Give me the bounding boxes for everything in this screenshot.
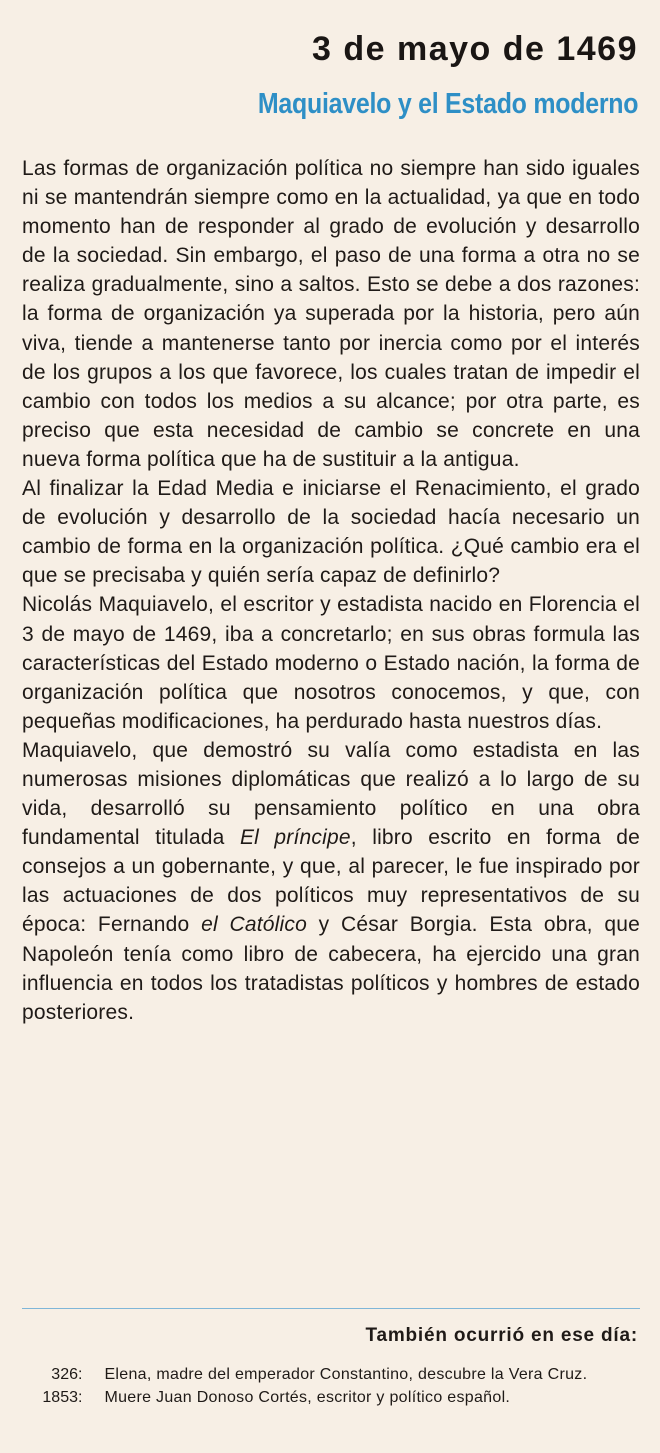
book-title-el-principe: El príncipe: [239, 826, 351, 850]
section-divider: [22, 1308, 640, 1309]
paragraph-2: Al finalizar la Edad Media e iniciarse el Renacimiento, el grado de evolución y desarrollo de la sociedad hacía necesario un cambio de forma en la organización política. ¿Qué cambio era el que se precisaba y quién sería capaz de definirlo?: [22, 477, 640, 588]
event-colon: :: [78, 1388, 83, 1406]
article-subtitle: Maquiavelo y el Estado moderno: [257, 88, 638, 120]
event-colon: :: [78, 1366, 83, 1383]
paragraph-4: [22, 736, 640, 1027]
event-year: 1853: [42, 1388, 78, 1406]
article-body: [22, 154, 640, 1027]
paragraph-1: Las formas de organización política no siempre han sido iguales ni se mantendrán siempre como en la actualidad, ya que en todo momento han de responder al grado de evolución y desarrollo de la sociedad. Sin embargo, el paso de una forma a otra no se realiza gradualmente, sino a saltos. Esto se debe a dos razones: la forma de organización ya superada por la historia, pero aún viva, tiende a mantenerse tanto por inercia como por el interés de los grupos a los que favorece, los cuales tratan de impedir el cambio con todos los medios a su alcance; por otra parte, es preciso que esta necesidad de cambio se concrete en una nueva forma política que ha de sustituir a la antigua.: [22, 157, 640, 471]
epithet-el-catolico: el Católico: [201, 913, 307, 937]
date-heading: 3 de mayo de 1469: [311, 30, 638, 68]
event-item: [22, 1387, 640, 1410]
event-text: Muere Juan Donoso Cortés, escritor y político español.: [104, 1388, 511, 1406]
also-happened-heading: También ocurrió en ese día:: [365, 1325, 638, 1346]
paragraph-4-text-a: Maquiavelo, que demostró su valía como estadista en las numerosas misiones diplomáticas que realizó a lo largo de su vida, desarrolló su pensamiento político en una obra fundamental titulada: [22, 738, 640, 850]
event-year: 326: [51, 1366, 78, 1383]
paragraph-4-text-b: , libro escrito en forma de consejos a un gobernante, y que, al parecer, le fue inspirado por las actuaciones de dos políticos muy representativos de su época: Fernando: [22, 826, 641, 937]
paragraph-4-text-c: y César Borgia. Esta obra, que Napoleón tenía como libro de cabecera, ha ejercido una gran influencia en todos los tratadistas políticos y hombres de estado posteriores.: [22, 913, 640, 1024]
event-item: [22, 1364, 640, 1387]
event-text: Elena, madre del emperador Constantino, descubre la Vera Cruz.: [104, 1366, 588, 1383]
paragraph-3: Nicolás Maquiavelo, el escritor y estadista nacido en Florencia el 3 de mayo de 1469, iba a concretarlo; en sus obras formula las características del Estado moderno o Estado nación, la forma de organización política que nosotros conocemos, y que, con pequeñas modificaciones, ha perdurado hasta nuestros días.: [22, 593, 640, 733]
events-list: [22, 1364, 640, 1409]
